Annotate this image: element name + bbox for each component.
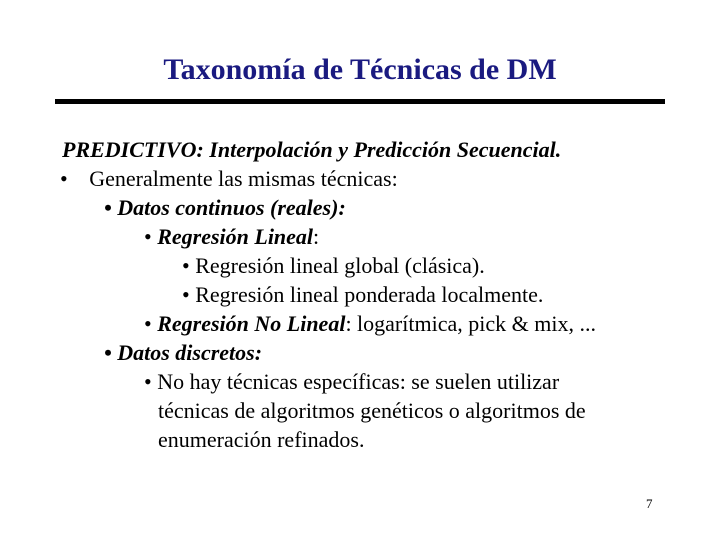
slide-number: 7 xyxy=(646,496,653,511)
bullet-level-3 xyxy=(144,369,559,395)
bullet-marker: • xyxy=(182,282,190,307)
section-heading-text: PREDICTIVO: Interpolación y Predicción Secuencial. xyxy=(62,137,562,162)
title-divider xyxy=(55,99,665,104)
bullet-level-3 xyxy=(144,224,319,250)
bullet-marker: • xyxy=(104,340,112,365)
bullet-text: Regresión lineal ponderada localmente. xyxy=(195,282,544,307)
slide-title: Taxonomía de Técnicas de DM xyxy=(163,53,557,86)
bullet-emphasis: Regresión No Lineal xyxy=(157,311,346,336)
bullet-text: técnicas de algoritmos genéticos o algoritmos de xyxy=(158,398,586,423)
bullet-level-4 xyxy=(182,253,485,279)
bullet-level-2 xyxy=(104,340,262,366)
bullet-marker: • xyxy=(182,253,190,278)
bullet-marker: • xyxy=(144,369,152,394)
bullet-text: Generalmente las mismas técnicas: xyxy=(89,166,398,191)
bullet-level-1 xyxy=(60,166,398,192)
bullet-text: Datos continuos (reales): xyxy=(117,195,346,220)
bullet-text: : logarítmica, pick & mix, ... xyxy=(345,311,596,336)
bullet-level-2 xyxy=(104,195,346,221)
bullet-emphasis: Regresión Lineal xyxy=(157,224,314,249)
bullet-text: Regresión lineal global (clásica). xyxy=(195,253,485,278)
bullet-marker: • xyxy=(144,224,152,249)
bullet-marker: • xyxy=(60,166,68,191)
section-heading xyxy=(62,137,561,163)
bullet-text: No hay técnicas específicas: se suelen utilizar xyxy=(157,369,560,394)
bullet-continuation xyxy=(158,427,364,453)
bullet-text: : xyxy=(313,224,320,249)
bullet-marker: • xyxy=(144,311,152,336)
bullet-text: enumeración refinados. xyxy=(158,427,365,452)
bullet-level-3 xyxy=(144,311,596,337)
bullet-level-4 xyxy=(182,282,543,308)
bullet-continuation xyxy=(158,398,586,424)
bullet-marker: • xyxy=(104,195,112,220)
bullet-text: Datos discretos: xyxy=(117,340,263,365)
